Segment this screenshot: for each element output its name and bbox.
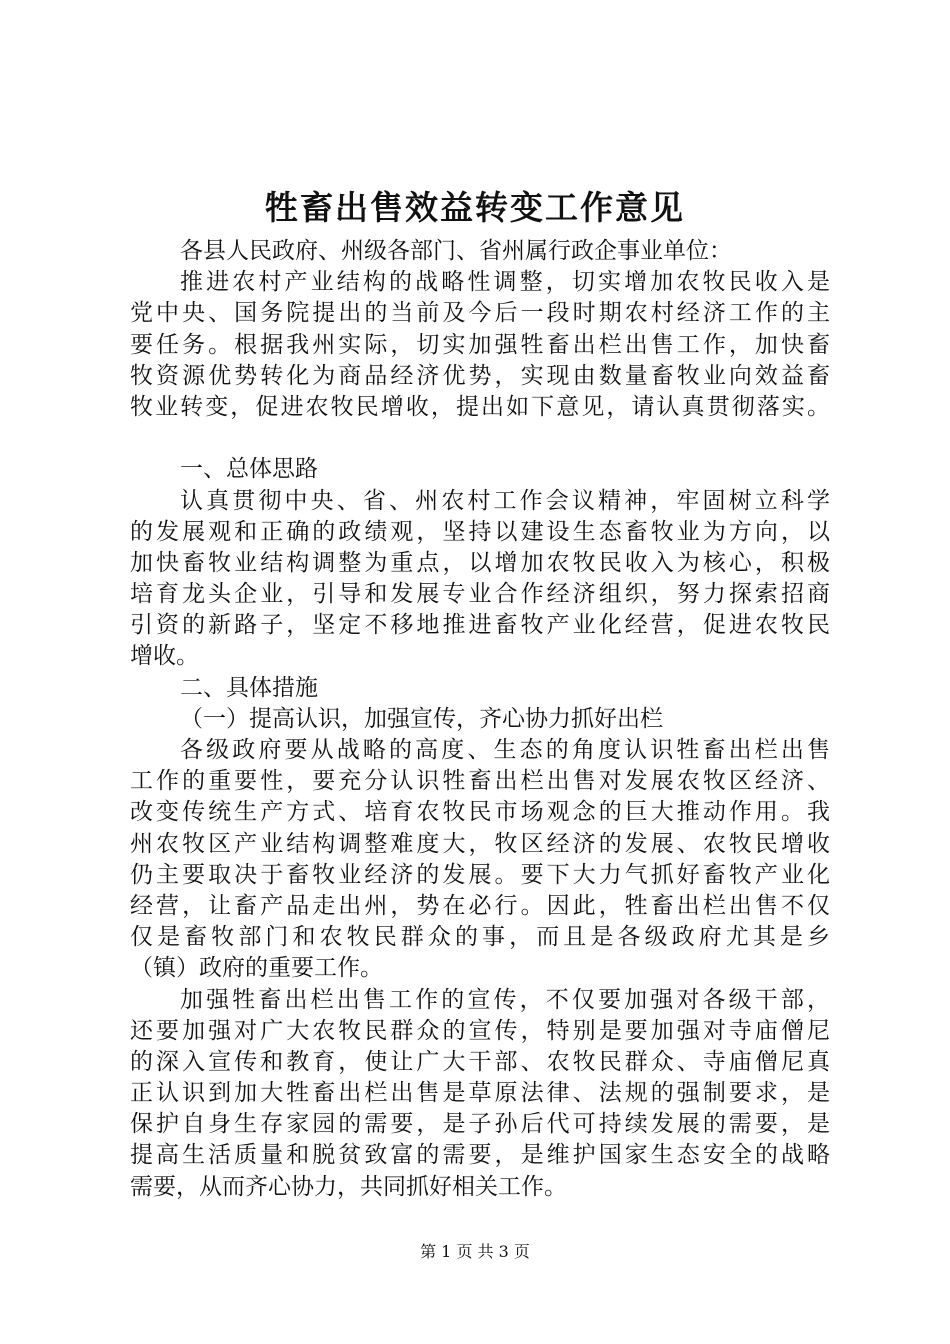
page-number-footer: 第 1 页 共 3 页 [420,1242,530,1261]
text-line: （一）提高认识，加强宣传，齐心协力抓好出栏 [180,705,663,732]
text-line: 改变传统生产方式、培育农牧民市场观念的巨大推动作用。我 [130,799,830,826]
text-line: 推进农村产业结构的战略性调整，切实增加农牧民收入是 [180,269,830,296]
text-line: 二、具体措施 [180,674,318,701]
text-line: 加强牲畜出栏出售工作的宣传，不仅要加强对各级干部， [180,986,830,1013]
text-line: 正认识到加大牲畜出栏出售是草原法律、法规的强制要求，是 [130,1080,830,1107]
text-line: 牧业转变，促进农牧民增收，提出如下意见，请认真贯彻落实。 [130,393,830,420]
document-body [130,236,830,1203]
text-line: 需要，从而齐心协力，共同抓好相关工作。 [130,1173,567,1200]
text-line: 党中央、国务院提出的当前及今后一段时期农村经济工作的主 [130,300,830,327]
blank-line [130,423,830,454]
text-line: 牧资源优势转化为商品经济优势，实现由数量畜牧业向效益畜 [130,362,830,389]
text-line: 引资的新路子，坚定不移地推进畜牧产业化经营，促进农牧民 [130,612,830,639]
document-title: 牲畜出售效益转变工作意见 [265,188,685,227]
text-line: 认真贯彻中央、省、州农村工作会议精神，牢固树立科学 [180,487,830,514]
text-line: 保护自身生存家园的需要，是子孙后代可持续发展的需要，是 [130,1111,830,1138]
text-line: 仅是畜牧部门和农牧民群众的事，而且是各级政府尤其是乡 [130,924,830,951]
text-line: 各级政府要从战略的高度、生态的角度认识牲畜出栏出售 [180,737,830,763]
text-line: 经营，让畜产品走出州，势在必行。因此，牲畜出栏出售不仅 [130,892,830,919]
text-line: （镇）政府的重要工作。 [130,955,383,982]
text-line: 提高生活质量和脱贫致富的需要，是维护国家生态安全的战略 [130,1142,830,1169]
text-line: 一、总体思路 [180,456,318,483]
text-line: 各县人民政府、州级各部门、省州属行政企事业单位： [180,238,732,264]
text-line: 工作的重要性，要充分认识牲畜出栏出售对发展农牧区经济、 [130,768,830,795]
text-line: 加快畜牧业结构调整为重点，以增加农牧民收入为核心，积极 [130,549,830,576]
text-line: 还要加强对广大农牧民群众的宣传，特别是要加强对寺庙僧尼 [130,1017,830,1044]
text-line: 培育龙头企业，引导和发展专业合作经济组织，努力探索招商 [130,581,830,608]
text-line: 增收。 [130,643,199,670]
text-line: 要任务。根据我州实际，切实加强牲畜出栏出售工作，加快畜 [130,331,830,358]
text-line: 的深入宣传和教育，使让广大干部、农牧民群众、寺庙僧尼真 [130,1048,830,1075]
text-line: 州农牧区产业结构调整难度大，牧区经济的发展、农牧民增收 [130,830,830,857]
text-line: 的发展观和正确的政绩观，坚持以建设生态畜牧业为方向，以 [130,518,830,545]
text-line: 仍主要取决于畜牧业经济的发展。要下大力气抓好畜牧产业化 [130,861,830,888]
